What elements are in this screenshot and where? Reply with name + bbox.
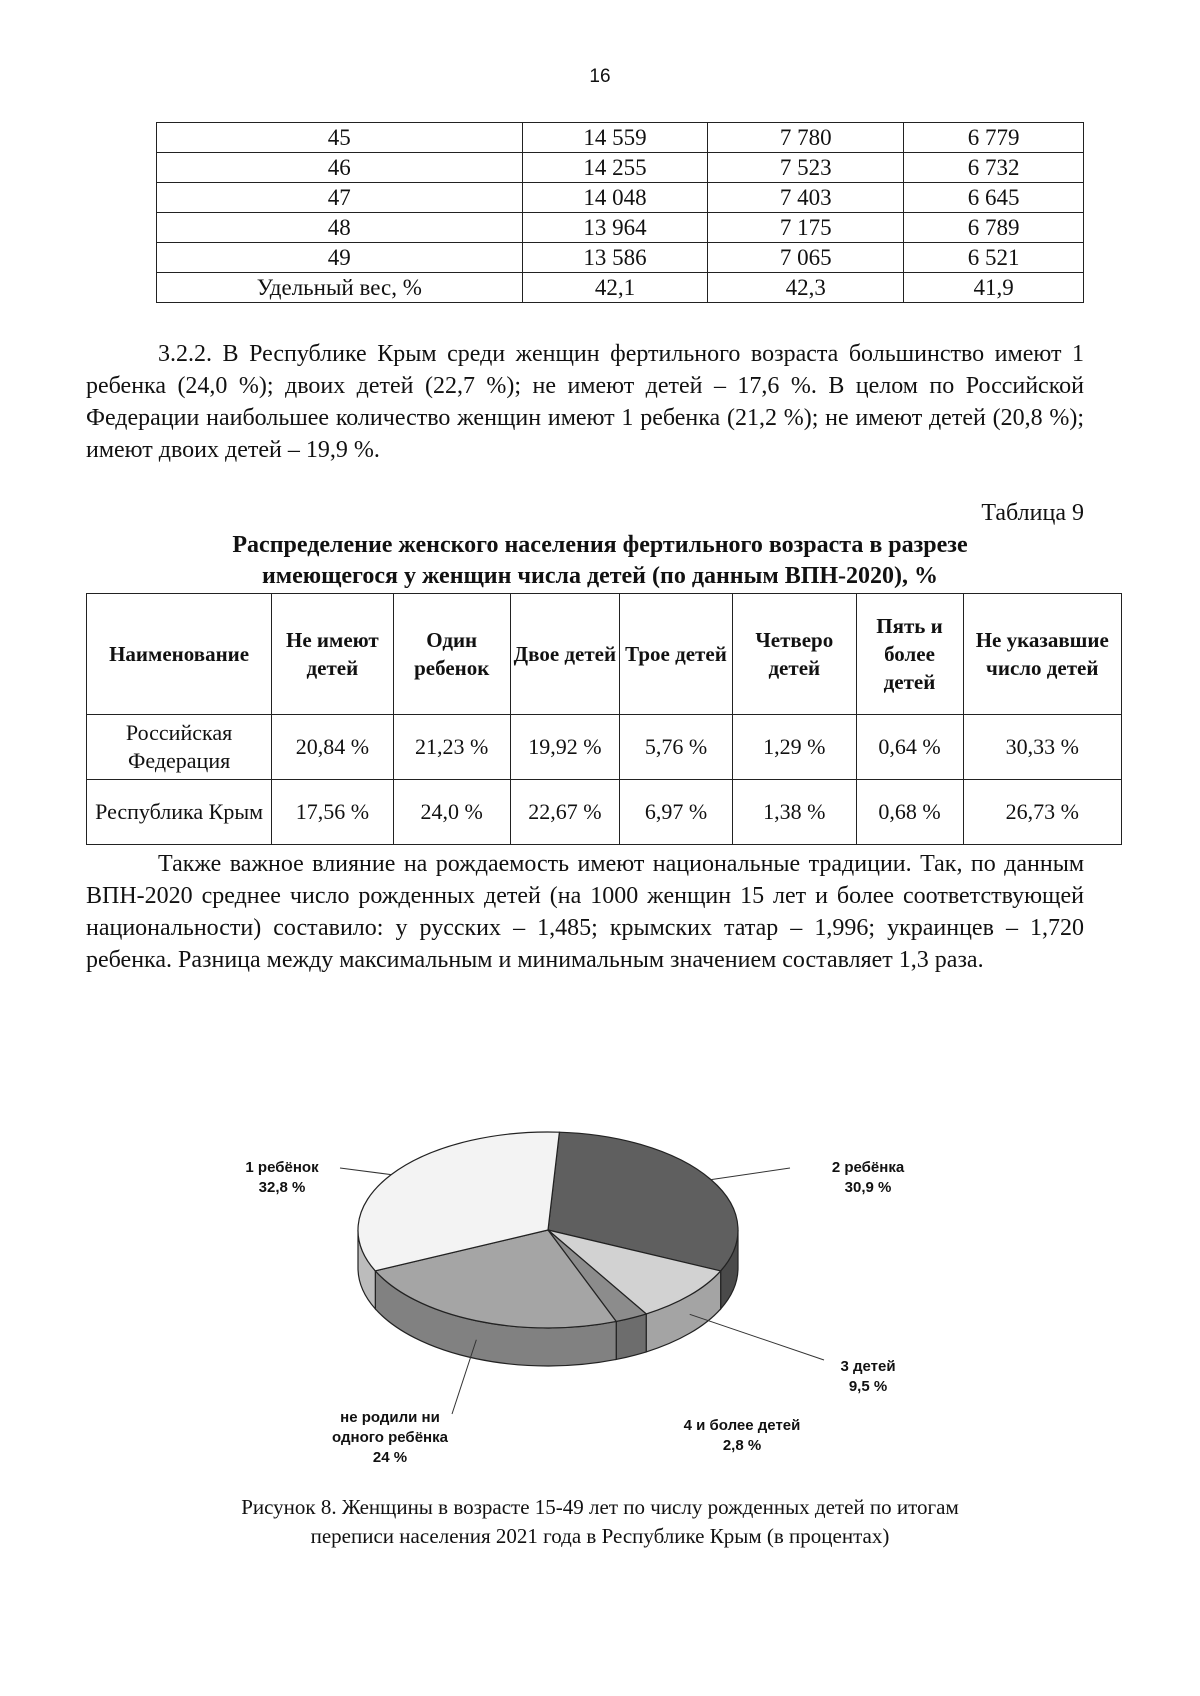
table-cell: 0,64 % <box>856 715 963 780</box>
table-9 <box>86 593 1122 845</box>
table-cell: 6 789 <box>904 213 1084 243</box>
table-9-header: Четверо детей <box>733 594 856 715</box>
table-cell: 30,33 % <box>963 715 1122 780</box>
paragraph-children-distribution: 3.2.2. В Республике Крым среди женщин фертильного возраста большинство имеют 1 ребенка (24,0 %); двоих детей (22,7 %); не имеют детей – 17,6 %. В целом по Российской Федерации наибольшее количество женщин имеют 1 ребенка (21,2 %); не имеют детей (20,8 %); имеют двоих детей – 19,9 %. <box>86 341 1084 463</box>
pie-value-label: 30,9 % <box>844 1179 892 1196</box>
table-cell: 7 065 <box>708 243 904 273</box>
table-row <box>157 273 1084 303</box>
pie-label <box>245 1159 391 1196</box>
table-cell: 6,97 % <box>619 780 732 845</box>
pie-category-label: 2 ребёнка <box>831 1159 905 1176</box>
table-cell: 17,56 % <box>272 780 393 845</box>
table-cell: 47 <box>157 183 523 213</box>
table-row <box>87 780 1122 845</box>
pie-value-label: 32,8 % <box>258 1179 306 1196</box>
table-cell: 26,73 % <box>963 780 1122 845</box>
pie-value-label: 24 % <box>372 1449 408 1466</box>
table-cell: 46 <box>157 153 523 183</box>
table-cell: 6 645 <box>904 183 1084 213</box>
table-cell: 1,29 % <box>733 715 856 780</box>
pie-category-label: не родили ни <box>340 1409 440 1426</box>
table-9-title: Распределение женского населения фертильного возраста в разрезе имеющегося у женщин числа детей (по данным ВПН-2020), % <box>232 532 968 589</box>
table-cell: 7 780 <box>708 123 904 153</box>
table-cell: 41,9 <box>904 273 1084 303</box>
table-9-header: Не имеют детей <box>272 594 393 715</box>
pie-value-label: 9,5 % <box>848 1378 888 1395</box>
table-cell: 6 779 <box>904 123 1084 153</box>
table-9-header: Один ребенок <box>393 594 510 715</box>
table-cell: 5,76 % <box>619 715 732 780</box>
table-cell: 42,3 <box>708 273 904 303</box>
pie-category-label: 3 детей <box>840 1358 896 1375</box>
table-cell: 20,84 % <box>272 715 393 780</box>
table-cell: 22,67 % <box>510 780 619 845</box>
pie-category-label: 4 и более детей <box>683 1417 801 1434</box>
table-9-header: Не указавшие число детей <box>963 594 1122 715</box>
table-cell: 14 048 <box>522 183 708 213</box>
table-cell: 49 <box>157 243 523 273</box>
pie-category-label: одного ребёнка <box>332 1429 448 1446</box>
table-9-label: Таблица 9 <box>981 500 1084 526</box>
table-row <box>157 123 1084 153</box>
table-row <box>157 243 1084 273</box>
table-row <box>87 715 1122 780</box>
table-cell: 1,38 % <box>733 780 856 845</box>
pie-label <box>690 1314 896 1395</box>
table-cell: 0,68 % <box>856 780 963 845</box>
pie-chart <box>0 1100 1200 1480</box>
pie-label <box>332 1340 476 1466</box>
table-cell: 45 <box>157 123 523 153</box>
table-9-header: Трое детей <box>619 594 732 715</box>
pie-label <box>711 1159 905 1196</box>
table-cell: 13 964 <box>522 213 708 243</box>
page-number: 16 <box>589 66 611 87</box>
table-cell: 14 255 <box>522 153 708 183</box>
table-cell: Удельный вес, % <box>157 273 523 303</box>
pie-value-label: 2,8 % <box>722 1437 762 1454</box>
table-9-header: Двое детей <box>510 594 619 715</box>
table-cell: Республика Крым <box>87 780 272 845</box>
table-9-header: Наименование <box>87 594 272 715</box>
table-cell: 42,1 <box>522 273 708 303</box>
pie-label <box>684 1417 801 1454</box>
table-cell: 14 559 <box>522 123 708 153</box>
table-9-header: Пять и более детей <box>856 594 963 715</box>
table-cell: 6 732 <box>904 153 1084 183</box>
figure-caption: Рисунок 8. Женщины в возрасте 15-49 лет по числу рожденных детей по итогам переписи населения 2021 года в Республике Крым (в процентах) <box>241 1495 959 1548</box>
table-cell: 7 403 <box>708 183 904 213</box>
table-cell: Российская Федерация <box>87 715 272 780</box>
pie-leader-line <box>690 1314 824 1360</box>
pie-leader-line <box>340 1168 391 1175</box>
table-cell: 6 521 <box>904 243 1084 273</box>
paragraph-national-traditions: Также важное влияние на рождаемость имеют национальные традиции. Так, по данным ВПН-2020 среднее число рожденных детей (на 1000 женщин 15 лет и более соответствующей национальности) составило: у русских – 1,485; крымских татар – 1,996; украинцев – 1,720 ребенка. Разница между максимальным и минимальным значением составляет 1,3 раза. <box>86 851 1084 973</box>
table-cell: 7 175 <box>708 213 904 243</box>
table-row <box>157 213 1084 243</box>
table-cell: 19,92 % <box>510 715 619 780</box>
age-data-table <box>156 122 1084 303</box>
table-cell: 48 <box>157 213 523 243</box>
table-row <box>157 183 1084 213</box>
table-cell: 21,23 % <box>393 715 510 780</box>
table-cell: 13 586 <box>522 243 708 273</box>
table-row <box>157 153 1084 183</box>
pie-leader-line <box>711 1168 790 1180</box>
pie-chart-figure <box>0 1100 1200 1480</box>
table-cell: 7 523 <box>708 153 904 183</box>
table-cell: 24,0 % <box>393 780 510 845</box>
pie-category-label: 1 ребёнок <box>245 1159 319 1176</box>
